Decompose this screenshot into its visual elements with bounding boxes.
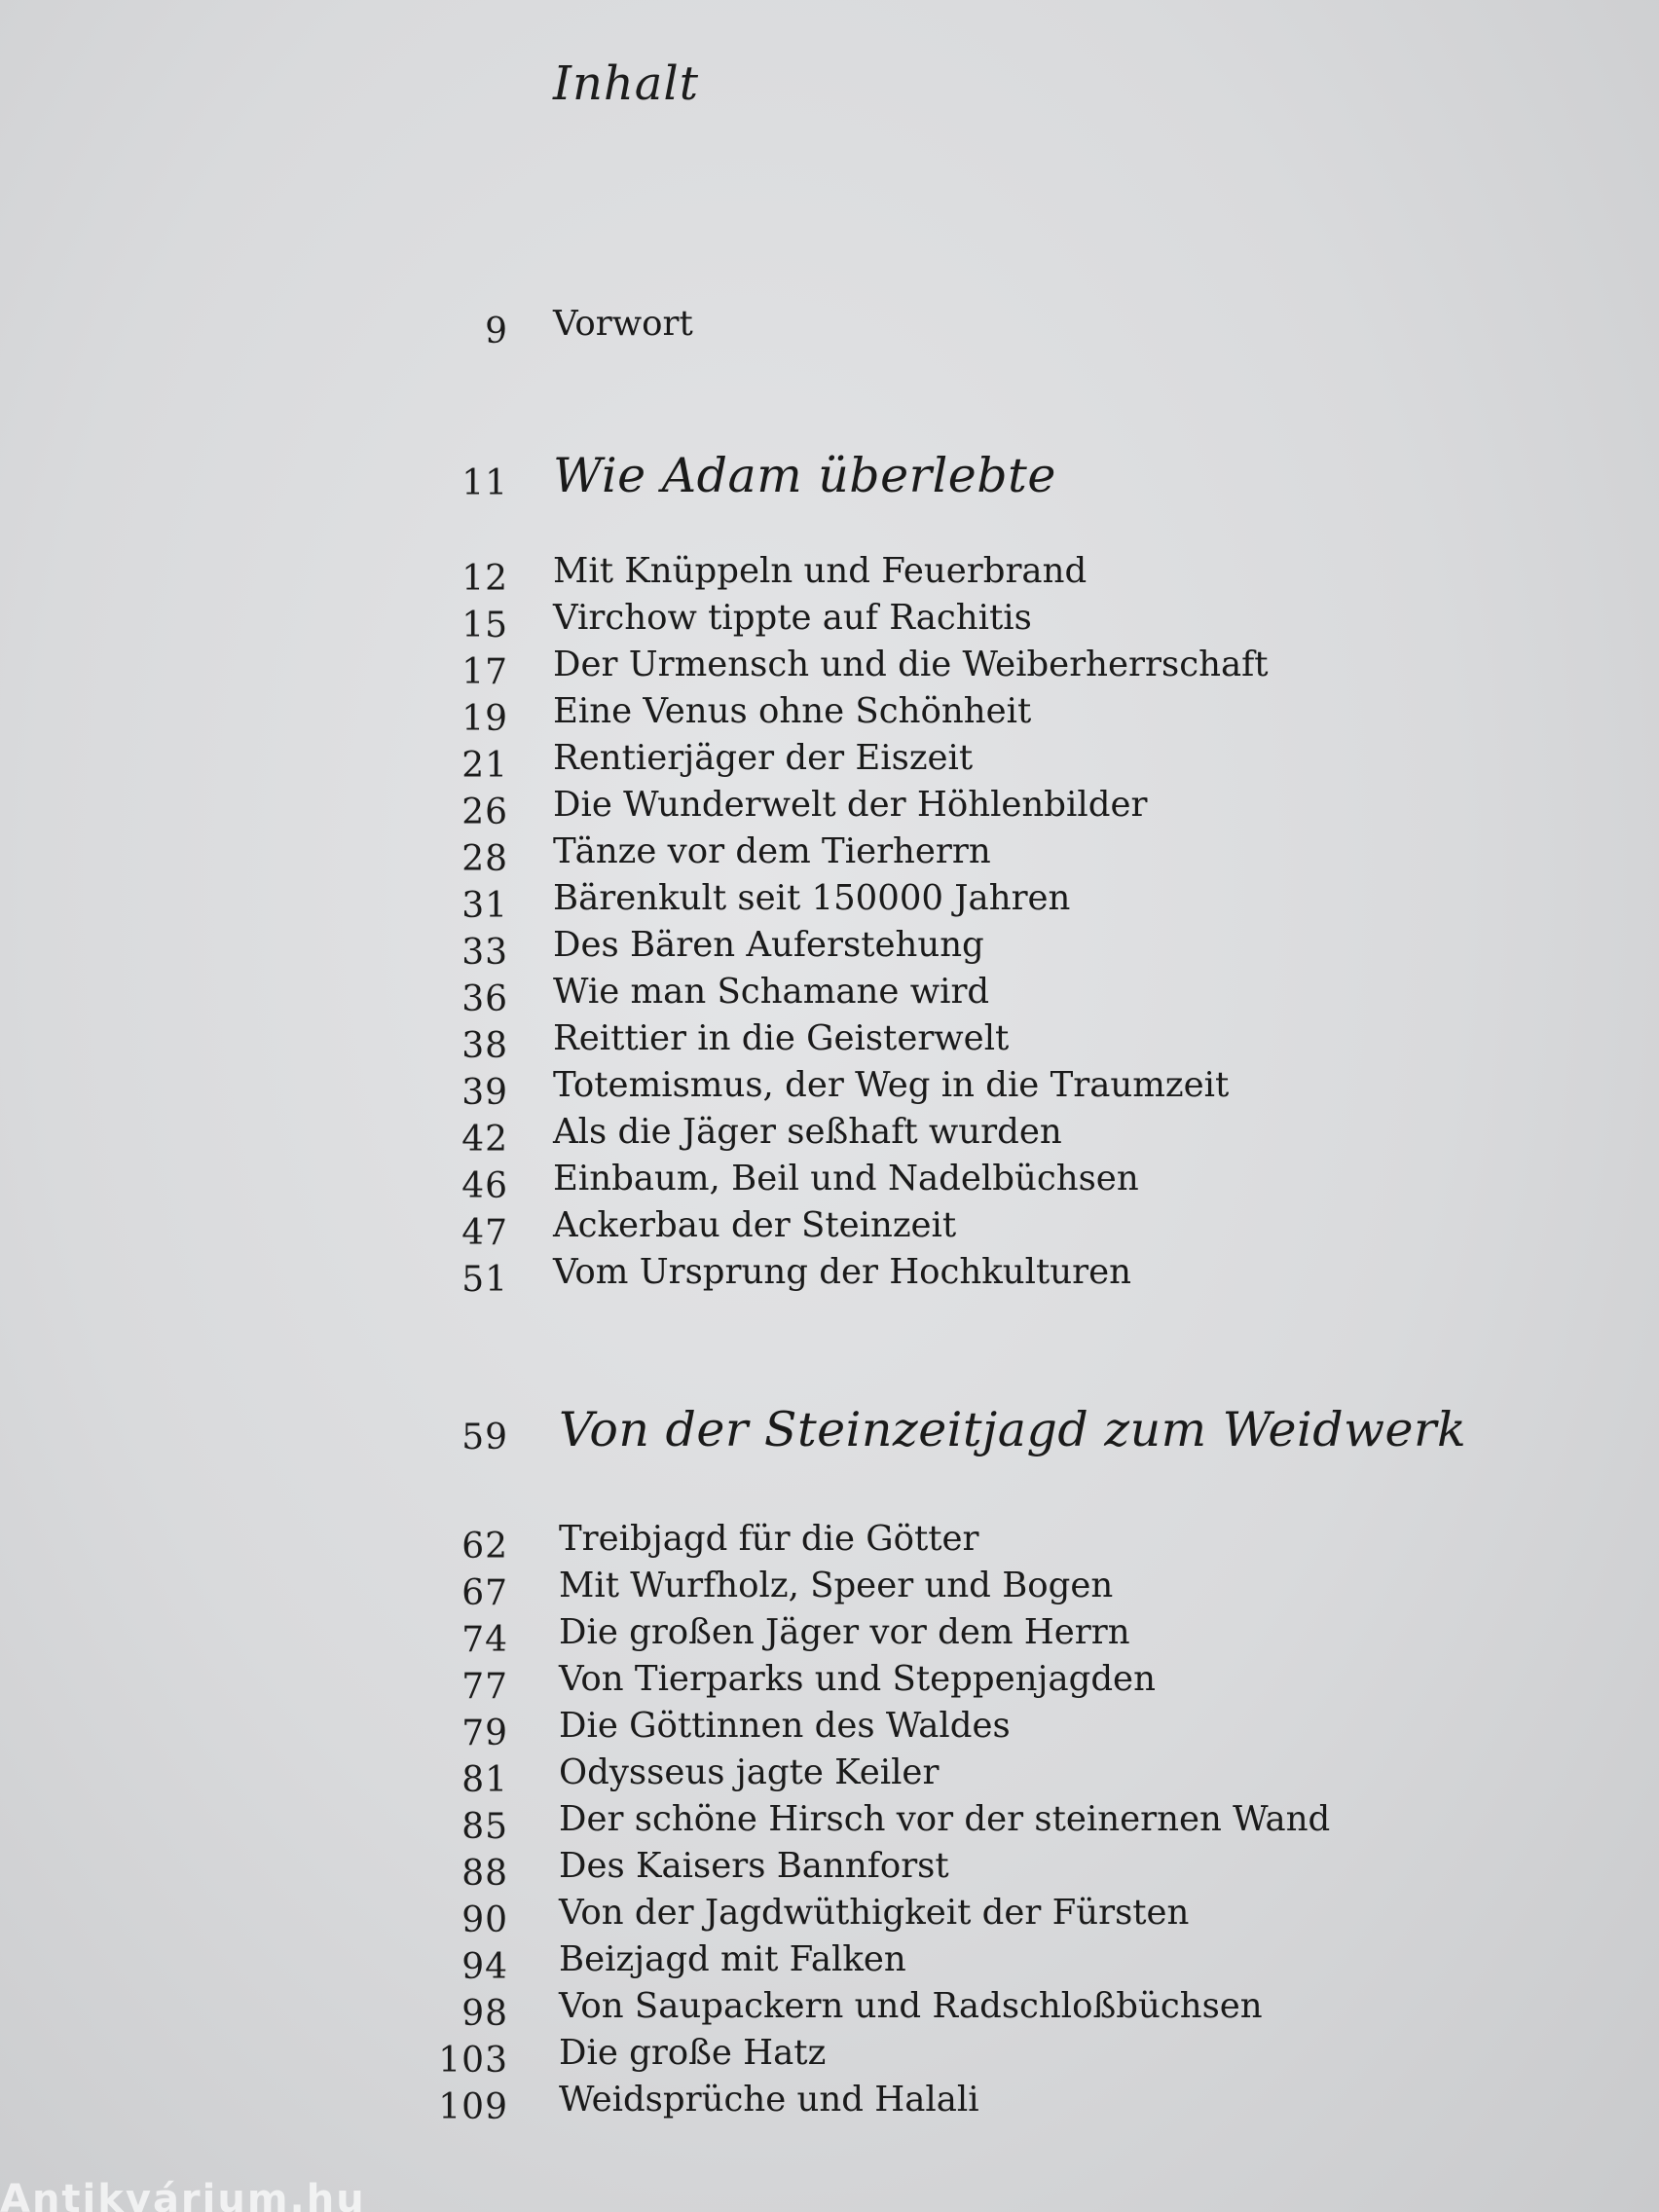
toc-page-number: 109 bbox=[438, 2087, 508, 2127]
watermark: Antikvárium.hu bbox=[0, 2177, 366, 2212]
toc-entry-title: Als die Jäger seßhaft wurden bbox=[553, 1112, 1062, 1152]
toc-page-number: 77 bbox=[461, 1667, 508, 1707]
toc-entry-title: Die Wunderwelt der Höhlenbilder bbox=[553, 785, 1148, 825]
toc-entry-title: Mit Wurfholz, Speer und Bogen bbox=[559, 1566, 1114, 1605]
toc-entry-title: Mit Knüppeln und Feuerbrand bbox=[553, 551, 1088, 591]
toc-entry-title: Der Urmensch und die Weiberherrschaft bbox=[553, 645, 1269, 684]
toc-entry-title: Von Saupackern und Radschloßbüchsen bbox=[559, 1986, 1263, 2026]
toc-page-number: 90 bbox=[461, 1900, 508, 1940]
toc-entry-title: Odysseus jagte Keiler bbox=[559, 1752, 940, 1792]
toc-entry-title: Die große Hatz bbox=[559, 2033, 827, 2073]
toc-page-number: 33 bbox=[461, 933, 508, 973]
toc-page-number: 62 bbox=[461, 1527, 508, 1567]
toc-entry-title: Treibjagd für die Götter bbox=[559, 1519, 979, 1559]
toc-entry-title: Von der Jagdwüthigkeit der Fürsten bbox=[559, 1893, 1190, 1933]
toc-entry-title: Der schöne Hirsch vor der steinernen Wand bbox=[559, 1799, 1331, 1839]
toc-entry-title: Reittier in die Geisterwelt bbox=[553, 1018, 1010, 1058]
toc-page-number: 103 bbox=[438, 2041, 508, 2081]
toc-page-number: 12 bbox=[461, 559, 508, 599]
toc-page-number: 21 bbox=[461, 746, 508, 786]
toc-page-number: 81 bbox=[461, 1760, 508, 1800]
toc-entry-title: Rentierjäger der Eiszeit bbox=[553, 738, 974, 778]
toc-page-number: 94 bbox=[461, 1947, 508, 1987]
toc-entry-title: Beizjagd mit Falken bbox=[559, 1939, 906, 1979]
toc-entry-title: Des Bären Auferstehung bbox=[553, 925, 984, 965]
toc-entry-title: Bärenkult seit 150000 Jahren bbox=[553, 878, 1071, 918]
toc-entry-title: Vom Ursprung der Hochkulturen bbox=[553, 1252, 1132, 1292]
toc-page-number: 11 bbox=[461, 463, 508, 503]
toc-page-number: 67 bbox=[461, 1573, 508, 1613]
toc-page-number: 98 bbox=[461, 1994, 508, 2034]
toc-page-number: 38 bbox=[461, 1026, 508, 1066]
toc-entry-title: Wie man Schamane wird bbox=[553, 972, 990, 1012]
toc-page-number: 74 bbox=[461, 1620, 508, 1660]
toc-page-number: 31 bbox=[461, 886, 508, 926]
toc-entry-title: Totemismus, der Weg in die Traumzeit bbox=[553, 1065, 1230, 1105]
toc-page-number: 39 bbox=[461, 1073, 508, 1113]
toc-page-number: 42 bbox=[461, 1120, 508, 1160]
toc-page-number: 28 bbox=[461, 839, 508, 879]
toc-page-number: 85 bbox=[461, 1807, 508, 1847]
toc-page-number: 47 bbox=[461, 1213, 508, 1253]
toc-entry-title: Die Göttinnen des Waldes bbox=[559, 1706, 1011, 1746]
toc-section-title: Von der Steinzeitjagd zum Weidwerk bbox=[559, 1402, 1467, 1457]
toc-section-title: Wie Adam überlebte bbox=[553, 448, 1056, 503]
toc-entry-title: Einbaum, Beil und Nadelbüchsen bbox=[553, 1159, 1139, 1198]
toc-page-number: 26 bbox=[461, 793, 508, 832]
toc-entry-title: Tänze vor dem Tierherrn bbox=[553, 831, 991, 871]
toc-entry-title: Von Tierparks und Steppenjagden bbox=[559, 1659, 1156, 1699]
toc-page-number: 36 bbox=[461, 979, 508, 1019]
toc-entry-title: Eine Venus ohne Schönheit bbox=[553, 691, 1032, 731]
toc-page-number: 19 bbox=[461, 699, 508, 739]
toc-page-number: 51 bbox=[461, 1260, 508, 1300]
toc-entry-title: Die großen Jäger vor dem Herrn bbox=[559, 1612, 1130, 1652]
toc-page-number: 46 bbox=[461, 1166, 508, 1206]
toc-page-number: 59 bbox=[461, 1418, 508, 1457]
toc-entry-title: Ackerbau der Steinzeit bbox=[553, 1205, 957, 1245]
toc-page-number: 9 bbox=[485, 312, 508, 351]
toc-entry-title: Des Kaisers Bannforst bbox=[559, 1846, 949, 1886]
toc-page-number: 17 bbox=[461, 652, 508, 692]
toc-page-number: 79 bbox=[461, 1714, 508, 1753]
toc-entry-title: Vorwort bbox=[553, 304, 693, 344]
toc-entry-title: Virchow tippte auf Rachitis bbox=[553, 598, 1032, 638]
toc-page-number: 15 bbox=[461, 606, 508, 645]
page-title: Inhalt bbox=[553, 56, 700, 111]
toc-entry-title: Weidsprüche und Halali bbox=[559, 2080, 979, 2120]
toc-page-number: 88 bbox=[461, 1854, 508, 1894]
